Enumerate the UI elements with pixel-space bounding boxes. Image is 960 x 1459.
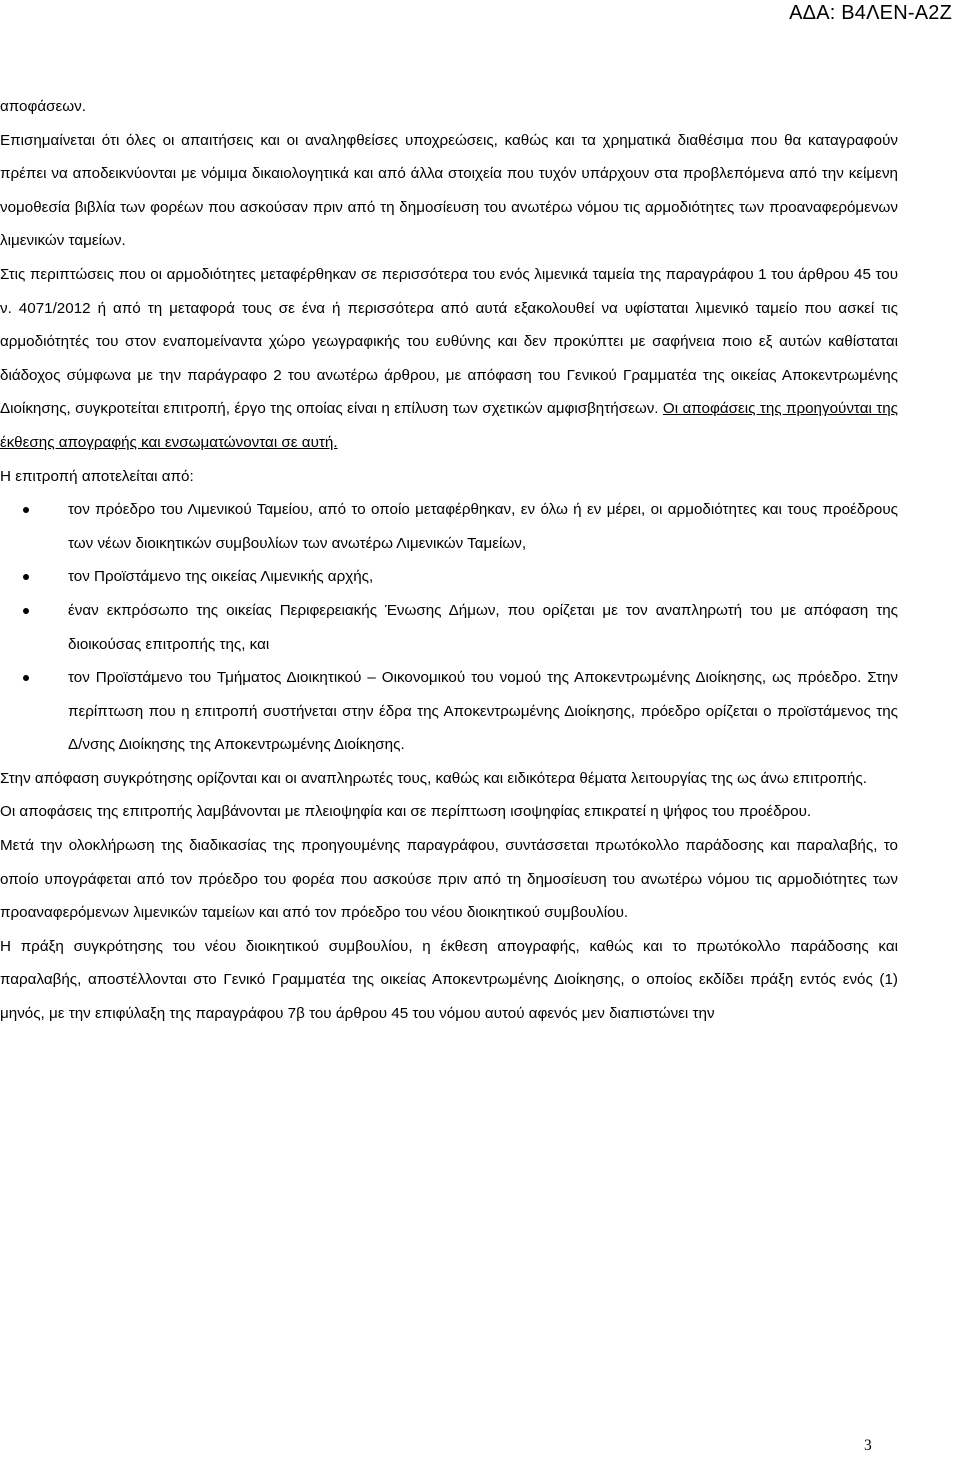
paragraph-1: Επισημαίνεται ότι όλες οι απαιτήσεις και οι αναληφθείσες υποχρεώσεις, καθώς και τα χρηματικά διαθέσιμα που θα καταγραφούν πρέπει να αποδεικνύονται με νόμιμα δικαιολογητικά και από άλλα στοιχεία που τυχόν υπάρχουν στα προβλεπόμενα από την κείμενη νομοθεσία βιβλία των φορέων που ασκούσαν πριν από τη δημοσίευση του ανωτέρω νόμου τις αρμοδιότητες των προαναφερόμενων λιμενικών ταμείων.: [0, 131, 898, 250]
paragraph-5: Οι αποφάσεις της επιτροπής λαμβάνονται με πλειοψηφία και σε περίπτωση ισοψηφίας επικρατεί η ψήφος του προέδρου.: [0, 803, 812, 821]
paragraph-4: Στην απόφαση συγκρότησης ορίζονται και οι αναπληρωτές τους, καθώς και ειδικότερα θέματα λειτουργίας της ως άνω επιτροπής.: [0, 769, 867, 787]
list-item: [0, 560, 898, 594]
list-item-text: τον Προϊστάμενο του Τμήματος Διοικητικού – Οικονομικού του νομού της Αποκεντρωμένης Διοίκησης, ως πρόεδρο. Στην περίπτωση που η επιτροπή συστήνεται στην έδρα της Αποκεντρωμένης Διοίκησης, πρόεδρο ορίζεται ο προϊστάμενος της Δ/νσης Διοίκησης της Αποκεντρωμένης Διοίκησης.: [68, 669, 898, 754]
ada-code: ΑΔΑ: Β4ΛΕΝ-Α2Ζ: [789, 2, 952, 24]
paragraph-7: Η πράξη συγκρότησης του νέου διοικητικού συμβουλίου, η έκθεση απογραφής, καθώς και το πρωτόκολλο παράδοσης και παραλαβής, αποστέλλονται στο Γενικό Γραμματέα της οικείας Αποκεντρωμένης Διοίκησης, ο οποίος εκδίδει πράξη εντός ενός (1) μηνός, με την επιφύλαξη της παραγράφου 7β του άρθρου 45 του νόμου αυτού αφενός μεν διαπιστώνει την: [0, 937, 898, 1023]
committee-members-list: [0, 493, 898, 762]
paragraph-3: Η επιτροπή αποτελείται από:: [0, 467, 194, 485]
list-item: [0, 493, 898, 560]
page-number: 3: [864, 1437, 872, 1454]
bullet-icon: [23, 675, 29, 681]
list-item: [0, 594, 898, 661]
list-item-text: έναν εκπρόσωπο της οικείας Περιφερειακής Ένωσης Δήμων, που ορίζεται με τον αναπληρωτή του με απόφαση της διοικούσας επιτροπής της, και: [68, 601, 898, 653]
list-item-text: τον πρόεδρο του Λιμενικού Ταμείου, από το οποίο μεταφέρθηκαν, εν όλω ή εν μέρει, οι αρμοδιότητες και τους προέδρους των νέων διοικητικών συμβουλίων των ανωτέρω Λιμενικών Ταμείων,: [68, 501, 898, 552]
bullet-icon: [23, 608, 29, 614]
list-item: [0, 661, 898, 762]
document-body: [0, 90, 898, 1031]
paragraph-6: Μετά την ολοκλήρωση της διαδικασίας της προηγουμένης παραγράφου, συντάσσεται πρωτόκολλο παράδοσης και παραλαβής, το οποίο υπογράφεται από τον πρόεδρο του φορέα που ασκούσε πριν από τη δημοσίευση του ανωτέρω νόμου τις αρμοδιότητες των προαναφερόμενων λιμενικών ταμείων και από τον πρόεδρο του νέου διοικητικού συμβουλίου.: [0, 837, 898, 922]
paragraph-2-text: Στις περιπτώσεις που οι αρμοδιότητες μεταφέρθηκαν σε περισσότερα του ενός λιμενικά ταμεία της παραγράφου 1 του άρθρου 45 του ν. 4071/2012 ή από τη μεταφορά τους σε ένα ή περισσότερα από αυτά εξακολουθεί να υφίσταται λιμενικό ταμείο που ασκεί τις αρμοδιότητές του στον εναπομείναντα χώρο γεωγραφικής του ευθύνης και δεν προκύπτει με σαφήνεια ποιο εξ αυτών καθίσταται διάδοχος σύμφωνα με την παράγραφο 2 του ανωτέρω άρθρου, με απόφαση του Γενικού Γραμματέα της οικείας Αποκεντρωμένης Διοίκησης, συγκροτείται επιτροπή, έργο της οποίας είναι η επίλυση των σχετικών αμφισβητήσεων.: [0, 265, 898, 418]
bullet-icon: [23, 507, 29, 513]
paragraph-2: [0, 258, 898, 460]
list-item-text: τον Προϊστάμενο της οικείας Λιμενικής αρχής,: [68, 568, 374, 586]
paragraph-2-underlined: Οι αποφάσεις της προηγούνται της έκθεσης απογραφής και ενσωματώνονται σε αυτή.: [0, 400, 899, 451]
bullet-icon: [23, 574, 29, 580]
paragraph-0: αποφάσεων.: [0, 98, 86, 115]
